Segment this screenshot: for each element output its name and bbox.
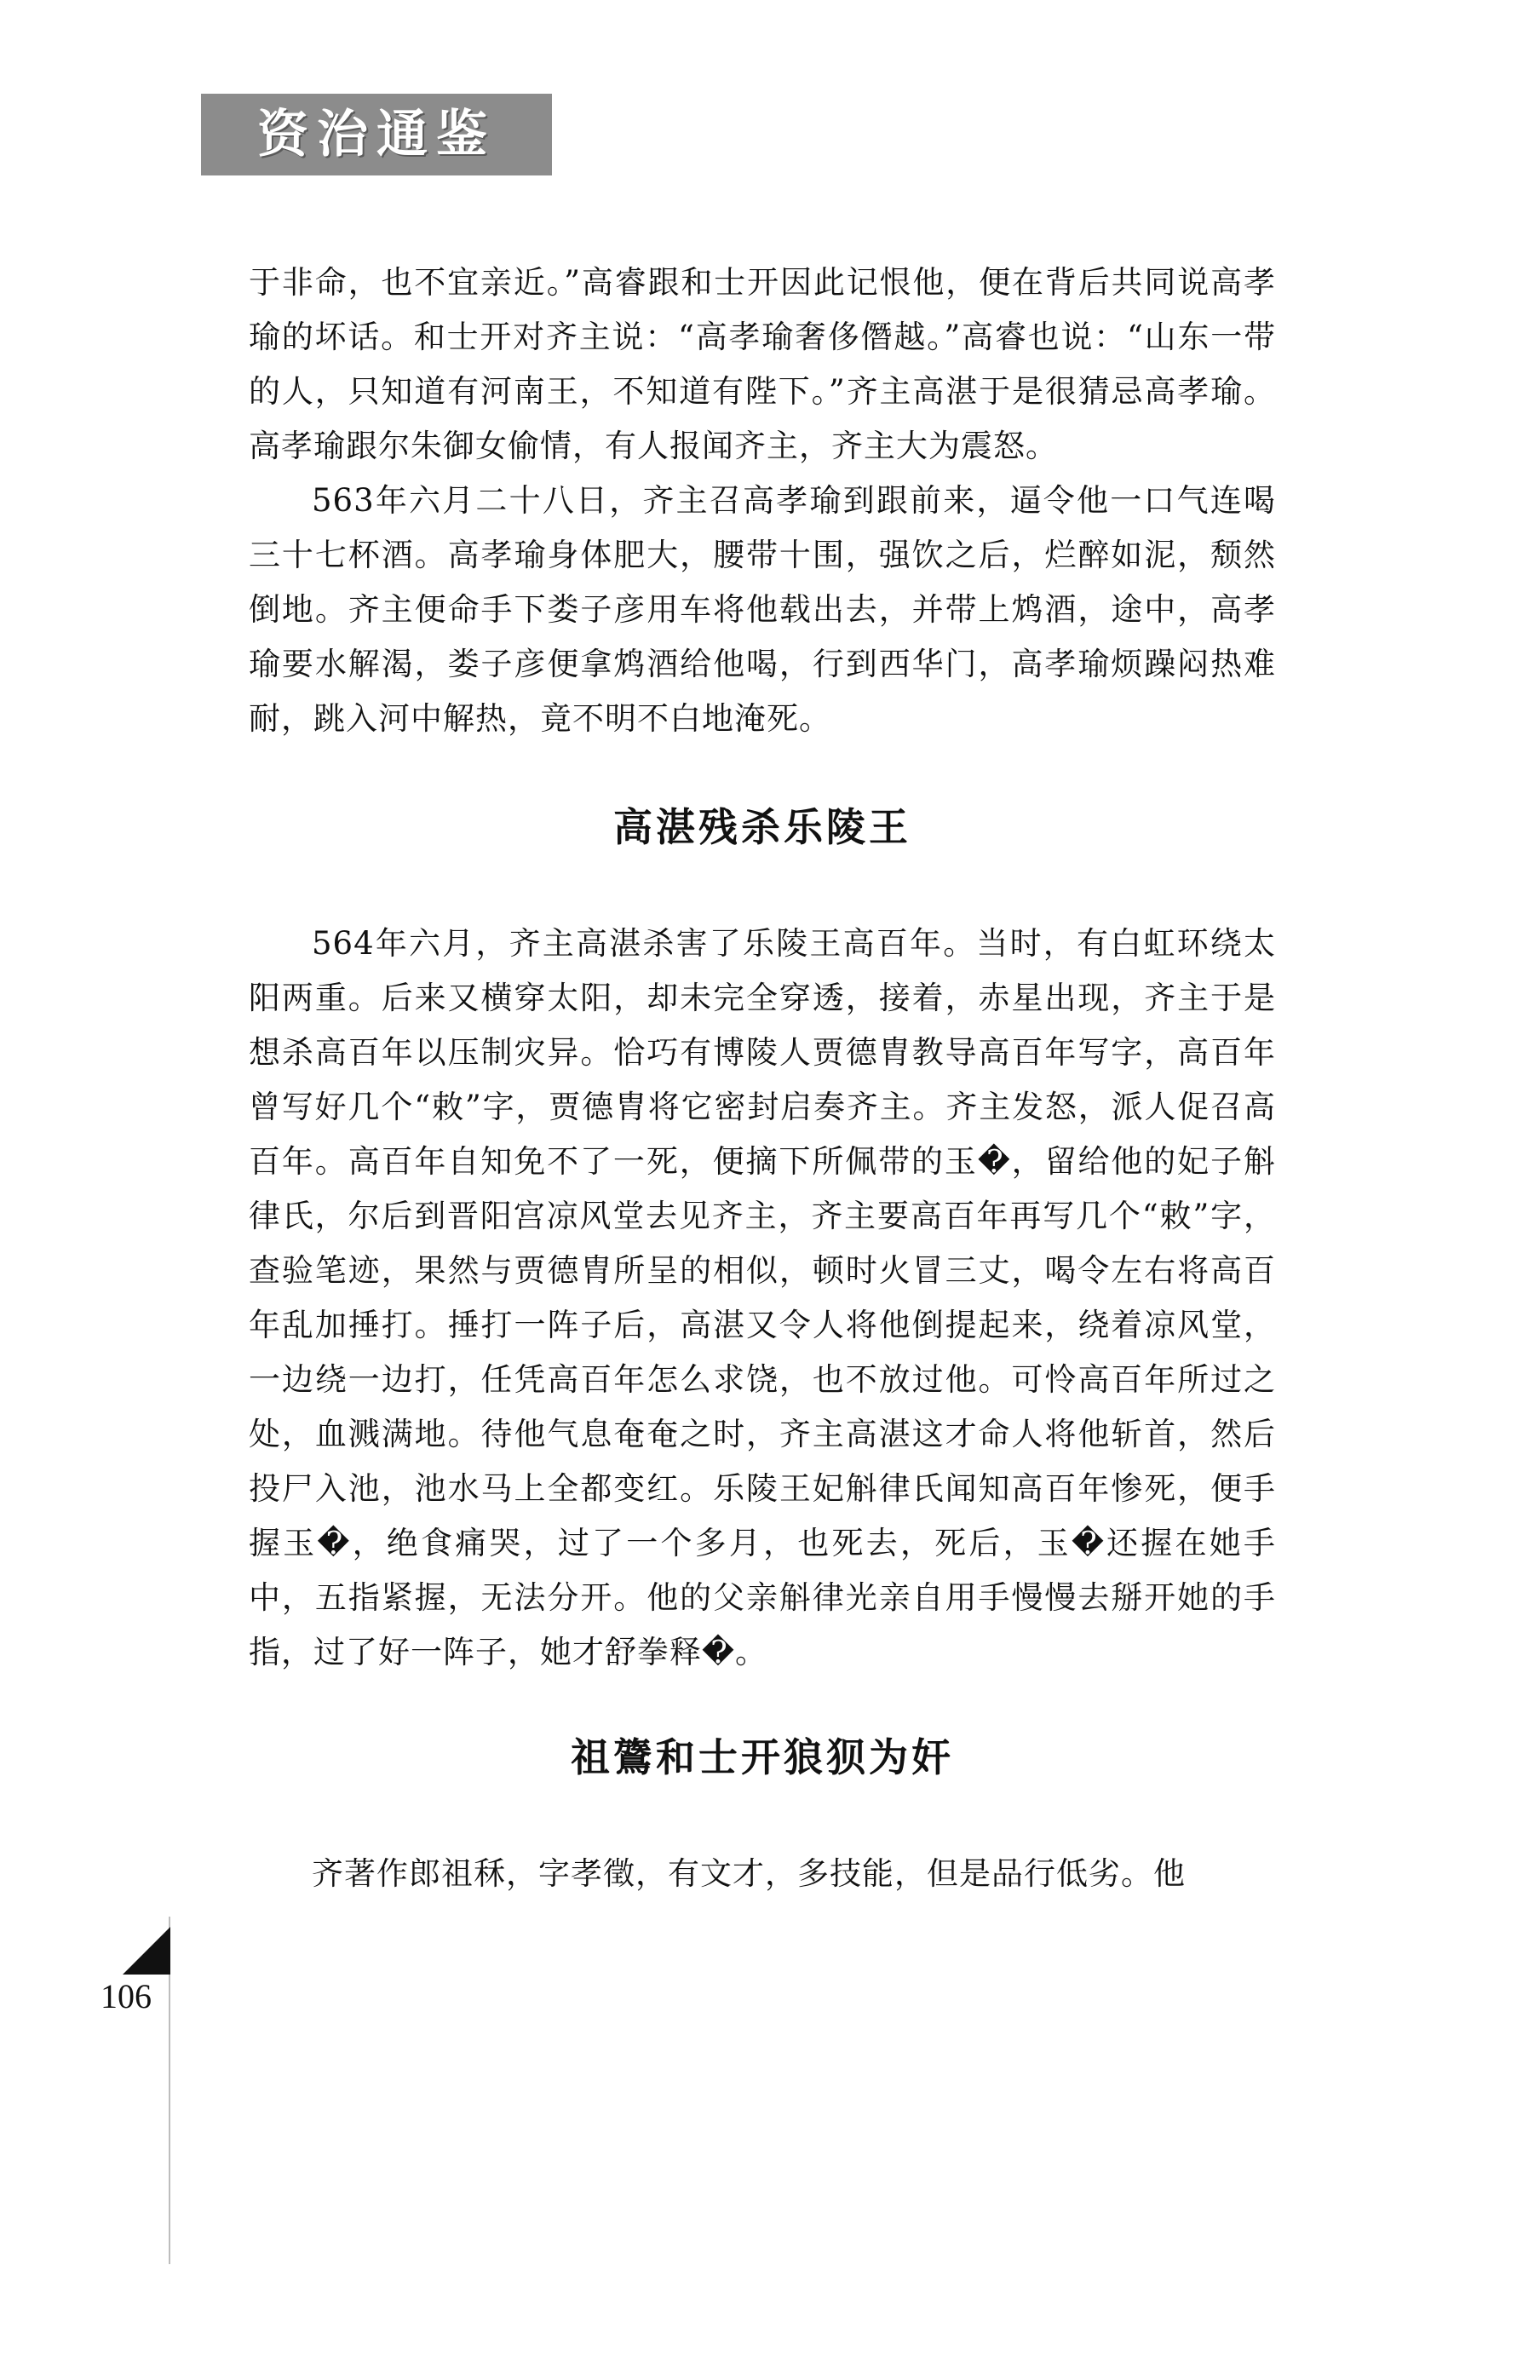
paragraph: 564年六月，齐主高湛杀害了乐陵王高百年。当时，有白虹环绕太阳两重。后来又横穿太阳，却未完全穿透，接着，赤星出现，齐主于是想杀高百年以压制灾异。恰巧有博陵人贾德胄教导高百年写字，高百年曾写好几个“敕”字，贾德胄将它密封启奏齐主。齐主发怒，派人促召高百年。高百年自知免不了一死，便摘下所佩带的玉�，留给他的妃子斛律氏，尔后到晋阳宫凉风堂去见齐主，齐主要高百年再写几个“敕”字，查验笔迹，果然与贾德胄所呈的相似，顿时火冒三丈，喝令左右将高百年乱加捶打。捶打一阵子后，高湛又令人将他倒提起来，绕着凉风堂，一边绕一边打，任凭高百年怎么求饶，也不放过他。可怜高百年所过之处，血溅满地。待他气息奄奄之时，齐主高湛这才命人将他斩首，然后投尸入池，池水马上全都变红。乐陵王妃斛律氏闻知高百年惨死，便手握玉�，绝食痛哭，过了一个多月，也死去，死后，玉�还握在她手中，五指紧握，无法分开。他的父亲斛律光亲自用手慢慢去掰开她的手指，过了好一阵子，她才舒拳释�。 (249, 925, 1276, 1670)
header-banner (201, 94, 552, 175)
page-body (249, 256, 1276, 1901)
paragraph: 563年六月二十八日，齐主召高孝瑜到跟前来，逼令他一口气连喝三十七杯酒。高孝瑜身体肥大，腰带十围，强饮之后，烂醉如泥，颓然倒地。齐主便命手下娄子彦用车将他载出去，并带上鸩酒，途中，高孝瑜要水解渴，娄子彦便拿鸩酒给他喝，行到西华门，高孝瑜烦躁闷热难耐，跳入河中解热，竟不明不白地淹死。 (249, 482, 1276, 737)
section-title: 高湛残杀乐陵王 (613, 804, 911, 850)
paragraph: 齐著作郎祖秝，字孝徵，有文才，多技能，但是品行低劣。他 (312, 1855, 1186, 1892)
page-number: 106 (101, 1977, 152, 2015)
section-title: 祖鷟和士开狼狈为奸 (571, 1734, 954, 1780)
book-title: 资治通鉴 (257, 105, 496, 164)
paragraph-continued: 于非命，也不宜亲近。”高睿跟和士开因此记恨他，便在背后共同说高孝瑜的坏话。和士开对齐主说：“高孝瑜奢侈僭越。”高睿也说：“山东一带的人，只知道有河南王，不知道有陛下。”齐主高湛于是很猜忌高孝瑜。高孝瑜跟尔朱御女偷情，有人报闻齐主，齐主大为震怒。 (249, 264, 1276, 464)
page-corner-triangle-icon (123, 1927, 170, 1975)
